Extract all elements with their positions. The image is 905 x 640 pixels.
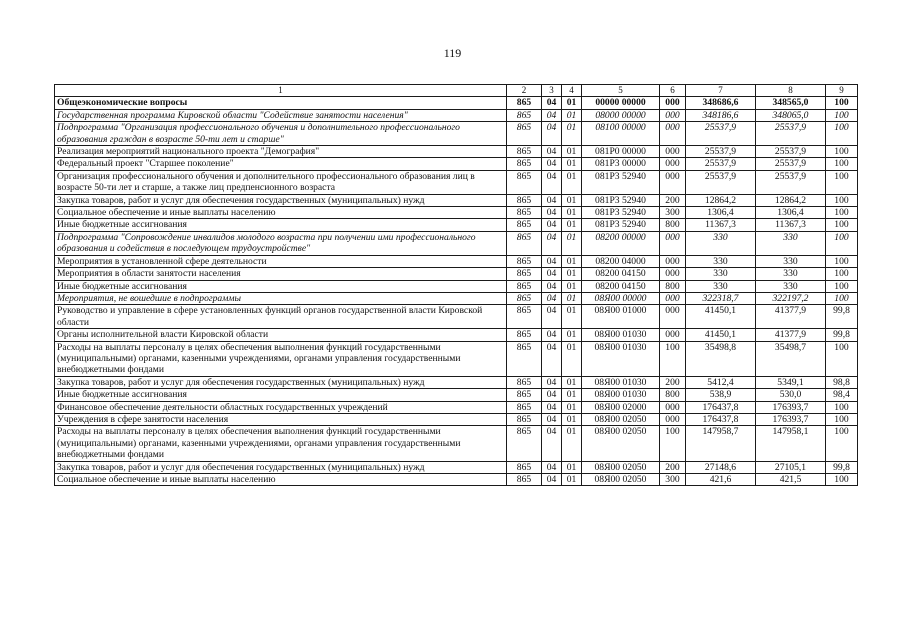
table-cell-name: Социальное обеспечение и иные выплаты населению [55,474,507,486]
table-cell-executed: 330 [756,231,826,255]
table-cell-planned: 538,9 [686,389,756,401]
table-cell-name: Закупка товаров, работ и услуг для обеспечения государственных (муниципальных) нужд [55,376,507,388]
table-cell-planned: 5412,4 [686,376,756,388]
table-cell-percent: 100 [826,194,858,206]
table-cell-name: Реализация мероприятий национального проекта "Демография" [55,146,507,158]
table-cell-name: Иные бюджетные ассигнования [55,219,507,231]
table-cell-expense-type: 000 [660,329,686,341]
table-cell-section: 04 [542,122,562,146]
table-cell-percent: 99,8 [826,461,858,473]
table-cell-expense-type: 100 [660,426,686,461]
table-row [55,461,858,473]
table-cell-ministry: 865 [507,329,542,341]
table-cell-executed: 25537,9 [756,122,826,146]
table-cell-name: Расходы на выплаты персоналу в целях обеспечения выполнения функций государственными (муниципальными) органами, казенными учреждениями, органами управления государственными внебюджетными фондами [55,426,507,461]
table-cell-target-article: 08000 00000 [582,109,660,121]
table-cell-target-article: 08200 04150 [582,268,660,280]
table-cell-name: Закупка товаров, работ и услуг для обеспечения государственных (муниципальных) нужд [55,461,507,473]
table-cell-percent: 98,4 [826,389,858,401]
table-cell-planned: 322318,7 [686,292,756,304]
table-cell-planned: 176437,8 [686,413,756,425]
table-cell-percent: 100 [826,292,858,304]
table-cell-name: Финансовое обеспечение деятельности областных государственных учреждений [55,401,507,413]
table-cell-executed: 5349,1 [756,376,826,388]
table-cell-subsection: 01 [562,158,582,170]
table-cell-name: Расходы на выплаты персоналу в целях обеспечения выполнения функций государственными (муниципальными) органами, казенными учреждениями, органами управления государственными внебюджетными фондами [55,341,507,376]
table-cell-subsection: 01 [562,280,582,292]
table-cell-percent: 100 [826,97,858,109]
table-cell-planned: 330 [686,231,756,255]
table-cell-name: Закупка товаров, работ и услуг для обеспечения государственных (муниципальных) нужд [55,194,507,206]
header-cell: 3 [542,85,562,97]
table-cell-executed: 421,5 [756,474,826,486]
header-cell: 2 [507,85,542,97]
table-row [55,97,858,109]
table-cell-name: Иные бюджетные ассигнования [55,280,507,292]
table-cell-name: Федеральный проект "Старшее поколение" [55,158,507,170]
table-cell-expense-type: 000 [660,109,686,121]
table-cell-planned: 330 [686,255,756,267]
table-cell-expense-type: 800 [660,280,686,292]
table-cell-ministry: 865 [507,194,542,206]
table-cell-percent: 100 [826,207,858,219]
table-cell-expense-type: 000 [660,158,686,170]
table-cell-percent: 100 [826,219,858,231]
table-cell-target-article: 08100 00000 [582,122,660,146]
table-cell-executed: 41377,9 [756,329,826,341]
table-cell-percent: 100 [826,146,858,158]
table-cell-percent: 100 [826,268,858,280]
table-cell-planned: 27148,6 [686,461,756,473]
table-cell-target-article: 081P3 52940 [582,170,660,194]
table-cell-planned: 147958,7 [686,426,756,461]
table-cell-ministry: 865 [507,401,542,413]
table-cell-expense-type: 300 [660,474,686,486]
table-cell-expense-type: 000 [660,146,686,158]
table-cell-target-article: 08Я00 01030 [582,389,660,401]
header-cell: 1 [55,85,507,97]
table-cell-target-article: 08200 00000 [582,231,660,255]
table-cell-ministry: 865 [507,280,542,292]
table-cell-expense-type: 000 [660,231,686,255]
table-cell-name: Мероприятия в области занятости населения [55,268,507,280]
table-cell-subsection: 01 [562,329,582,341]
table-cell-target-article: 081P3 52940 [582,219,660,231]
table-cell-percent: 100 [826,158,858,170]
table-cell-name: Социальное обеспечение и иные выплаты населению [55,207,507,219]
table-cell-percent: 100 [826,255,858,267]
table-cell-executed: 147958,1 [756,426,826,461]
table-cell-section: 04 [542,97,562,109]
table-cell-subsection: 01 [562,255,582,267]
table-cell-section: 04 [542,280,562,292]
table-cell-section: 04 [542,389,562,401]
table-row [55,280,858,292]
table-cell-name: Мероприятия в установленной сфере деятельности [55,255,507,267]
table-cell-section: 04 [542,231,562,255]
table-cell-expense-type: 000 [660,268,686,280]
table-cell-percent: 100 [826,341,858,376]
table-cell-percent: 100 [826,122,858,146]
table-cell-executed: 41377,9 [756,305,826,329]
table-cell-target-article: 08Я00 01030 [582,341,660,376]
table-cell-name: Подпрограмма "Организация профессионального обучения и дополнительного профессионального образования граждан в возрасте 50-ти лет и старше" [55,122,507,146]
table-cell-executed: 330 [756,255,826,267]
table-cell-ministry: 865 [507,97,542,109]
header-cell: 7 [686,85,756,97]
table-cell-ministry: 865 [507,376,542,388]
table-cell-planned: 421,6 [686,474,756,486]
header-cell: 4 [562,85,582,97]
table-cell-subsection: 01 [562,413,582,425]
table-cell-section: 04 [542,255,562,267]
table-cell-ministry: 865 [507,122,542,146]
table-cell-subsection: 01 [562,219,582,231]
table-row [55,146,858,158]
table-cell-executed: 530,0 [756,389,826,401]
table-cell-ministry: 865 [507,207,542,219]
table-row [55,170,858,194]
table-cell-ministry: 865 [507,474,542,486]
table-row [55,401,858,413]
table-cell-executed: 176393,7 [756,413,826,425]
table-row [55,292,858,304]
table-cell-ministry: 865 [507,341,542,376]
table-cell-executed: 25537,9 [756,146,826,158]
table-cell-section: 04 [542,170,562,194]
table-cell-section: 04 [542,109,562,121]
table-row [55,219,858,231]
table-cell-percent: 100 [826,109,858,121]
table-cell-subsection: 01 [562,268,582,280]
table-cell-ministry: 865 [507,426,542,461]
table-cell-subsection: 01 [562,305,582,329]
table-cell-planned: 348186,6 [686,109,756,121]
table-cell-expense-type: 000 [660,401,686,413]
table-cell-executed: 330 [756,280,826,292]
table-cell-planned: 1306,4 [686,207,756,219]
table-cell-name: Организация профессионального обучения и дополнительного профессионального образования лиц в возрасте 50-ти лет и старше, а также лиц предпенсионного возраста [55,170,507,194]
table-cell-target-article: 00000 00000 [582,97,660,109]
table-cell-ministry: 865 [507,158,542,170]
table-cell-subsection: 01 [562,474,582,486]
table-cell-percent: 99,8 [826,329,858,341]
table-cell-subsection: 01 [562,97,582,109]
table-cell-percent: 100 [826,231,858,255]
table-cell-section: 04 [542,219,562,231]
table-cell-subsection: 01 [562,341,582,376]
table-cell-section: 04 [542,146,562,158]
table-cell-percent: 100 [826,426,858,461]
table-row [55,474,858,486]
table-cell-subsection: 01 [562,401,582,413]
table-row [55,207,858,219]
table-row [55,158,858,170]
page-number: 119 [443,46,462,60]
table-cell-ministry: 865 [507,146,542,158]
table-cell-section: 04 [542,194,562,206]
table-cell-executed: 27105,1 [756,461,826,473]
table-cell-subsection: 01 [562,194,582,206]
table-cell-ministry: 865 [507,389,542,401]
table-cell-executed: 25537,9 [756,170,826,194]
table-cell-target-article: 08Я00 01030 [582,329,660,341]
table-cell-planned: 348686,6 [686,97,756,109]
table-cell-executed: 1306,4 [756,207,826,219]
table-row [55,376,858,388]
table-cell-ministry: 865 [507,109,542,121]
table-cell-section: 04 [542,268,562,280]
table-row [55,305,858,329]
table-cell-section: 04 [542,401,562,413]
table-cell-target-article: 08Я00 02050 [582,474,660,486]
table-cell-target-article: 08Я00 02050 [582,413,660,425]
table-cell-expense-type: 200 [660,376,686,388]
table-cell-planned: 41450,1 [686,329,756,341]
table-cell-subsection: 01 [562,389,582,401]
table-cell-target-article: 08Я00 01000 [582,305,660,329]
table-cell-percent: 100 [826,170,858,194]
table-cell-section: 04 [542,158,562,170]
table-cell-planned: 176437,8 [686,401,756,413]
table-cell-section: 04 [542,413,562,425]
table-cell-percent: 100 [826,413,858,425]
table-cell-name: Иные бюджетные ассигнования [55,389,507,401]
table-cell-expense-type: 000 [660,292,686,304]
table-row [55,122,858,146]
table-cell-section: 04 [542,474,562,486]
table-cell-expense-type: 000 [660,305,686,329]
table-cell-executed: 330 [756,268,826,280]
table-cell-name: Мероприятия, не вошедшие в подпрограммы [55,292,507,304]
table-cell-target-article: 08200 04150 [582,280,660,292]
table-cell-planned: 12864,2 [686,194,756,206]
table-cell-target-article: 081P0 00000 [582,146,660,158]
table-cell-section: 04 [542,292,562,304]
table-cell-target-article: 081P3 52940 [582,194,660,206]
table-cell-target-article: 08Я00 01030 [582,376,660,388]
table-row [55,194,858,206]
table-cell-subsection: 01 [562,146,582,158]
table-cell-name: Руководство и управление в сфере установленных функций органов государственной власти Кировской области [55,305,507,329]
table-row [55,426,858,461]
table-cell-percent: 100 [826,401,858,413]
table-cell-expense-type: 000 [660,97,686,109]
table-row [55,255,858,267]
table-cell-ministry: 865 [507,219,542,231]
table-cell-subsection: 01 [562,461,582,473]
table-row [55,413,858,425]
table-cell-planned: 25537,9 [686,170,756,194]
table-cell-subsection: 01 [562,170,582,194]
table-cell-target-article: 08Я00 02000 [582,401,660,413]
table-cell-section: 04 [542,461,562,473]
table-cell-executed: 176393,7 [756,401,826,413]
table-cell-section: 04 [542,329,562,341]
table-cell-expense-type: 100 [660,341,686,376]
table-cell-expense-type: 000 [660,255,686,267]
header-cell: 9 [826,85,858,97]
table-cell-expense-type: 800 [660,389,686,401]
header-cell: 6 [660,85,686,97]
table-cell-target-article: 081P3 52940 [582,207,660,219]
table-cell-expense-type: 300 [660,207,686,219]
table-cell-ministry: 865 [507,231,542,255]
table-cell-planned: 25537,9 [686,122,756,146]
table-cell-target-article: 08Я00 02050 [582,426,660,461]
table-cell-target-article: 081P3 00000 [582,158,660,170]
table-cell-target-article: 08200 04000 [582,255,660,267]
table-cell-planned: 25537,9 [686,158,756,170]
table-cell-planned: 330 [686,280,756,292]
table-cell-name: Общеэкономические вопросы [55,97,507,109]
table-cell-name: Государственная программа Кировской области "Содействие занятости населения" [55,109,507,121]
table-cell-expense-type: 200 [660,194,686,206]
table-cell-subsection: 01 [562,122,582,146]
table-cell-ministry: 865 [507,461,542,473]
table-cell-section: 04 [542,426,562,461]
table-cell-executed: 35498,7 [756,341,826,376]
table-cell-ministry: 865 [507,255,542,267]
table-cell-target-article: 08Я00 02050 [582,461,660,473]
table-row [55,389,858,401]
table-cell-ministry: 865 [507,292,542,304]
table-cell-section: 04 [542,376,562,388]
table-cell-expense-type: 000 [660,122,686,146]
table-cell-planned: 41450,1 [686,305,756,329]
table-cell-subsection: 01 [562,426,582,461]
budget-table [54,84,858,486]
table-cell-planned: 11367,3 [686,219,756,231]
table-cell-executed: 322197,2 [756,292,826,304]
table-cell-name: Учреждения в сфере занятости населения [55,413,507,425]
table-cell-executed: 348565,0 [756,97,826,109]
table-cell-section: 04 [542,305,562,329]
table-cell-subsection: 01 [562,292,582,304]
table-cell-ministry: 865 [507,268,542,280]
table-cell-ministry: 865 [507,413,542,425]
table-cell-name: Подпрограмма "Сопровождение инвалидов молодого возраста при получении ими профессионального образования и содействия в последующем трудоустройстве" [55,231,507,255]
table-cell-executed: 348065,0 [756,109,826,121]
table-cell-name: Органы исполнительной власти Кировской области [55,329,507,341]
table-cell-expense-type: 000 [660,413,686,425]
table-cell-expense-type: 200 [660,461,686,473]
table-row [55,268,858,280]
table-row [55,109,858,121]
table-cell-executed: 12864,2 [756,194,826,206]
table-cell-ministry: 865 [507,305,542,329]
table-cell-subsection: 01 [562,207,582,219]
table-row [55,341,858,376]
table-cell-planned: 25537,9 [686,146,756,158]
table-cell-subsection: 01 [562,231,582,255]
table-cell-subsection: 01 [562,376,582,388]
table-cell-executed: 11367,3 [756,219,826,231]
table-cell-ministry: 865 [507,170,542,194]
table-cell-subsection: 01 [562,109,582,121]
table-cell-planned: 330 [686,268,756,280]
table-cell-percent: 100 [826,474,858,486]
table-row [55,329,858,341]
table-cell-target-article: 08Я00 00000 [582,292,660,304]
table-cell-executed: 25537,9 [756,158,826,170]
table-cell-percent: 99,8 [826,305,858,329]
table-row [55,231,858,255]
table-header-row [55,85,858,97]
table-cell-section: 04 [542,341,562,376]
header-cell: 5 [582,85,660,97]
table-cell-percent: 100 [826,280,858,292]
table-cell-section: 04 [542,207,562,219]
table-cell-percent: 98,8 [826,376,858,388]
table-cell-planned: 35498,8 [686,341,756,376]
table-cell-expense-type: 800 [660,219,686,231]
table-cell-expense-type: 000 [660,170,686,194]
header-cell: 8 [756,85,826,97]
